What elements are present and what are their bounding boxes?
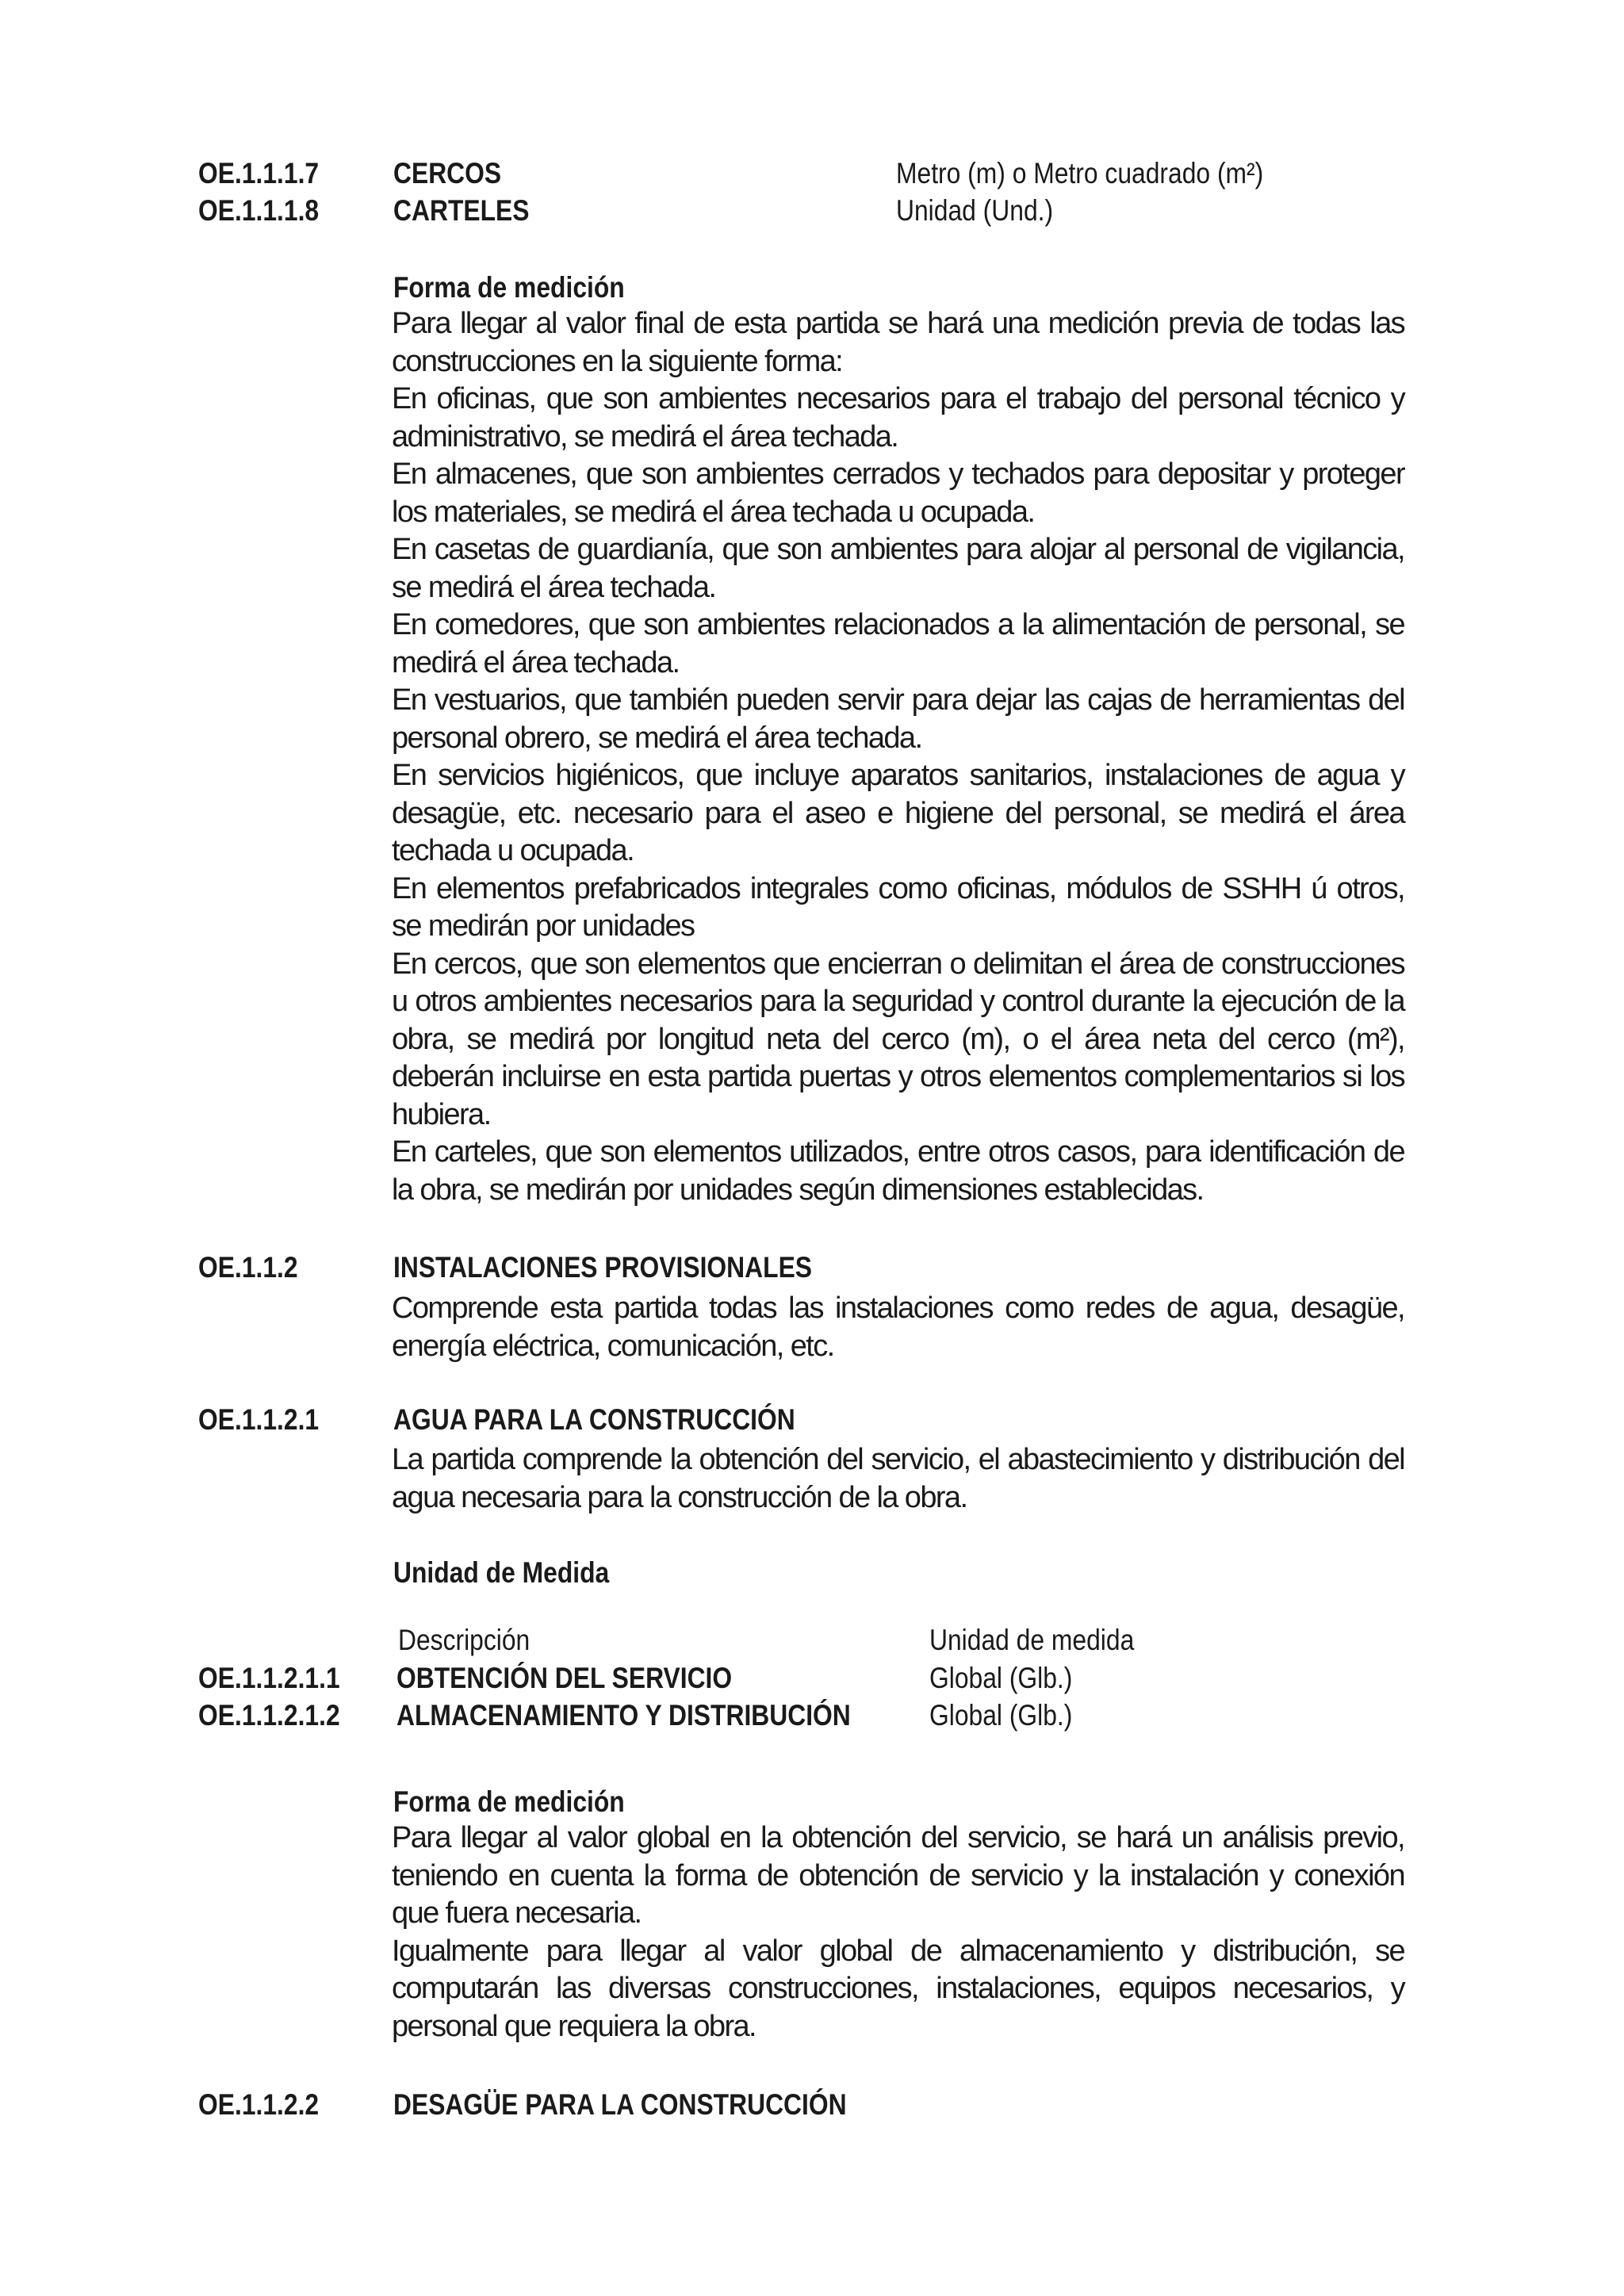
agua-body: [392, 1441, 1404, 1517]
section-title: DESAGÜE PARA LA CONSTRUCCIÓN: [393, 2088, 847, 2121]
row-code: OE.1.1.2.1.2: [198, 1699, 340, 1732]
section-code: OE.1.1.2.1: [198, 1403, 320, 1436]
section-code: OE.1.1.1.7: [198, 157, 320, 189]
paragraph: En cercos, que son elementos que encierran o delimitan el área de construcciones u otros ambientes necesarios para la seguridad y control durante la ejecución de la obra, se medirá por longitud neta del cerco (m), o el área neta del cerco (m²), deberán incluirse en esta partida puertas y otros elementos complementarios si los hubiera.: [392, 947, 1404, 1131]
section-unit: Metro (m) o Metro cuadrado (m²): [896, 157, 1264, 189]
paragraph: La partida comprende la obtención del servicio, el abastecimiento y distribución del agua necesaria para la construcción de la obra.: [392, 1443, 1404, 1514]
section-title: INSTALACIONES PROVISIONALES: [393, 1251, 813, 1284]
paragraph: Para llegar al valor final de esta partida se hará una medición previa de todas las construcciones en la siguiente forma:: [392, 307, 1404, 378]
section-code: OE.1.1.2.2: [198, 2088, 320, 2121]
paragraph: En comedores, que son ambientes relacionados a la alimentación de personal, se medirá el área techada.: [392, 608, 1404, 679]
row-unit: Global (Glb.): [929, 1662, 1073, 1694]
row-code: OE.1.1.2.1.1: [198, 1662, 340, 1694]
forma-medicion-heading: Forma de medición: [393, 271, 625, 304]
column-header-description: Descripción: [398, 1624, 530, 1656]
paragraph: En oficinas, que son ambientes necesarios para el trabajo del personal técnico y administrativo, se medirá el área techada.: [392, 382, 1404, 453]
section-title: CERCOS: [393, 157, 502, 189]
section-code: OE.1.1.2: [198, 1251, 298, 1284]
section-code: OE.1.1.1.8: [198, 194, 320, 227]
paragraph: Comprende esta partida todas las instalaciones como redes de agua, desagüe, energía eléctrica, comunicación, etc.: [392, 1292, 1404, 1363]
forma-medicion-body: [392, 305, 1404, 1209]
paragraph: En carteles, que son elementos utilizados, entre otros casos, para identificación de la obra, se medirán por unidades según dimensiones establecidas.: [392, 1135, 1404, 1207]
section-title: CARTELES: [393, 194, 530, 227]
paragraph: En almacenes, que son ambientes cerrados y techados para depositar y proteger los materiales, se medirá el área techada u ocupada.: [392, 457, 1404, 529]
column-header-unit: Unidad de medida: [929, 1624, 1135, 1656]
instalaciones-body: [392, 1290, 1404, 1365]
row-description: ALMACENAMIENTO Y DISTRIBUCIÓN: [396, 1699, 851, 1732]
paragraph: Para llegar al valor global en la obtención del servicio, se hará un análisis previo, teniendo en cuenta la forma de obtención de servicio y la instalación y conexión que fuera necesaria.: [392, 1821, 1404, 1930]
paragraph: En vestuarios, que también pueden servir para dejar las cajas de herramientas del personal obrero, se medirá el área techada.: [392, 683, 1404, 755]
forma-medicion-heading: Forma de medición: [393, 1785, 625, 1818]
row-unit: Global (Glb.): [929, 1699, 1073, 1732]
unidad-medida-heading: Unidad de Medida: [393, 1556, 610, 1589]
paragraph: En casetas de guardianía, que son ambientes para alojar al personal de vigilancia, se medirá el área techada.: [392, 533, 1404, 604]
row-description: OBTENCIÓN DEL SERVICIO: [396, 1662, 733, 1694]
section-unit: Unidad (Und.): [896, 194, 1054, 227]
paragraph: En elementos prefabricados integrales como oficinas, módulos de SSHH ú otros, se medirán por unidades: [392, 871, 1404, 943]
forma-medicion-body: [392, 1820, 1404, 2045]
section-title: AGUA PARA LA CONSTRUCCIÓN: [393, 1403, 795, 1436]
paragraph: Igualmente para llegar al valor global de almacenamiento y distribución, se computarán las diversas construcciones, instalaciones, equipos necesarios, y personal que requiera la obra.: [392, 1934, 1404, 2043]
paragraph: En servicios higiénicos, que incluye aparatos sanitarios, instalaciones de agua y desagüe, etc. necesario para el aseo e higiene del personal, se medirá el área techada u ocupada.: [392, 759, 1404, 867]
